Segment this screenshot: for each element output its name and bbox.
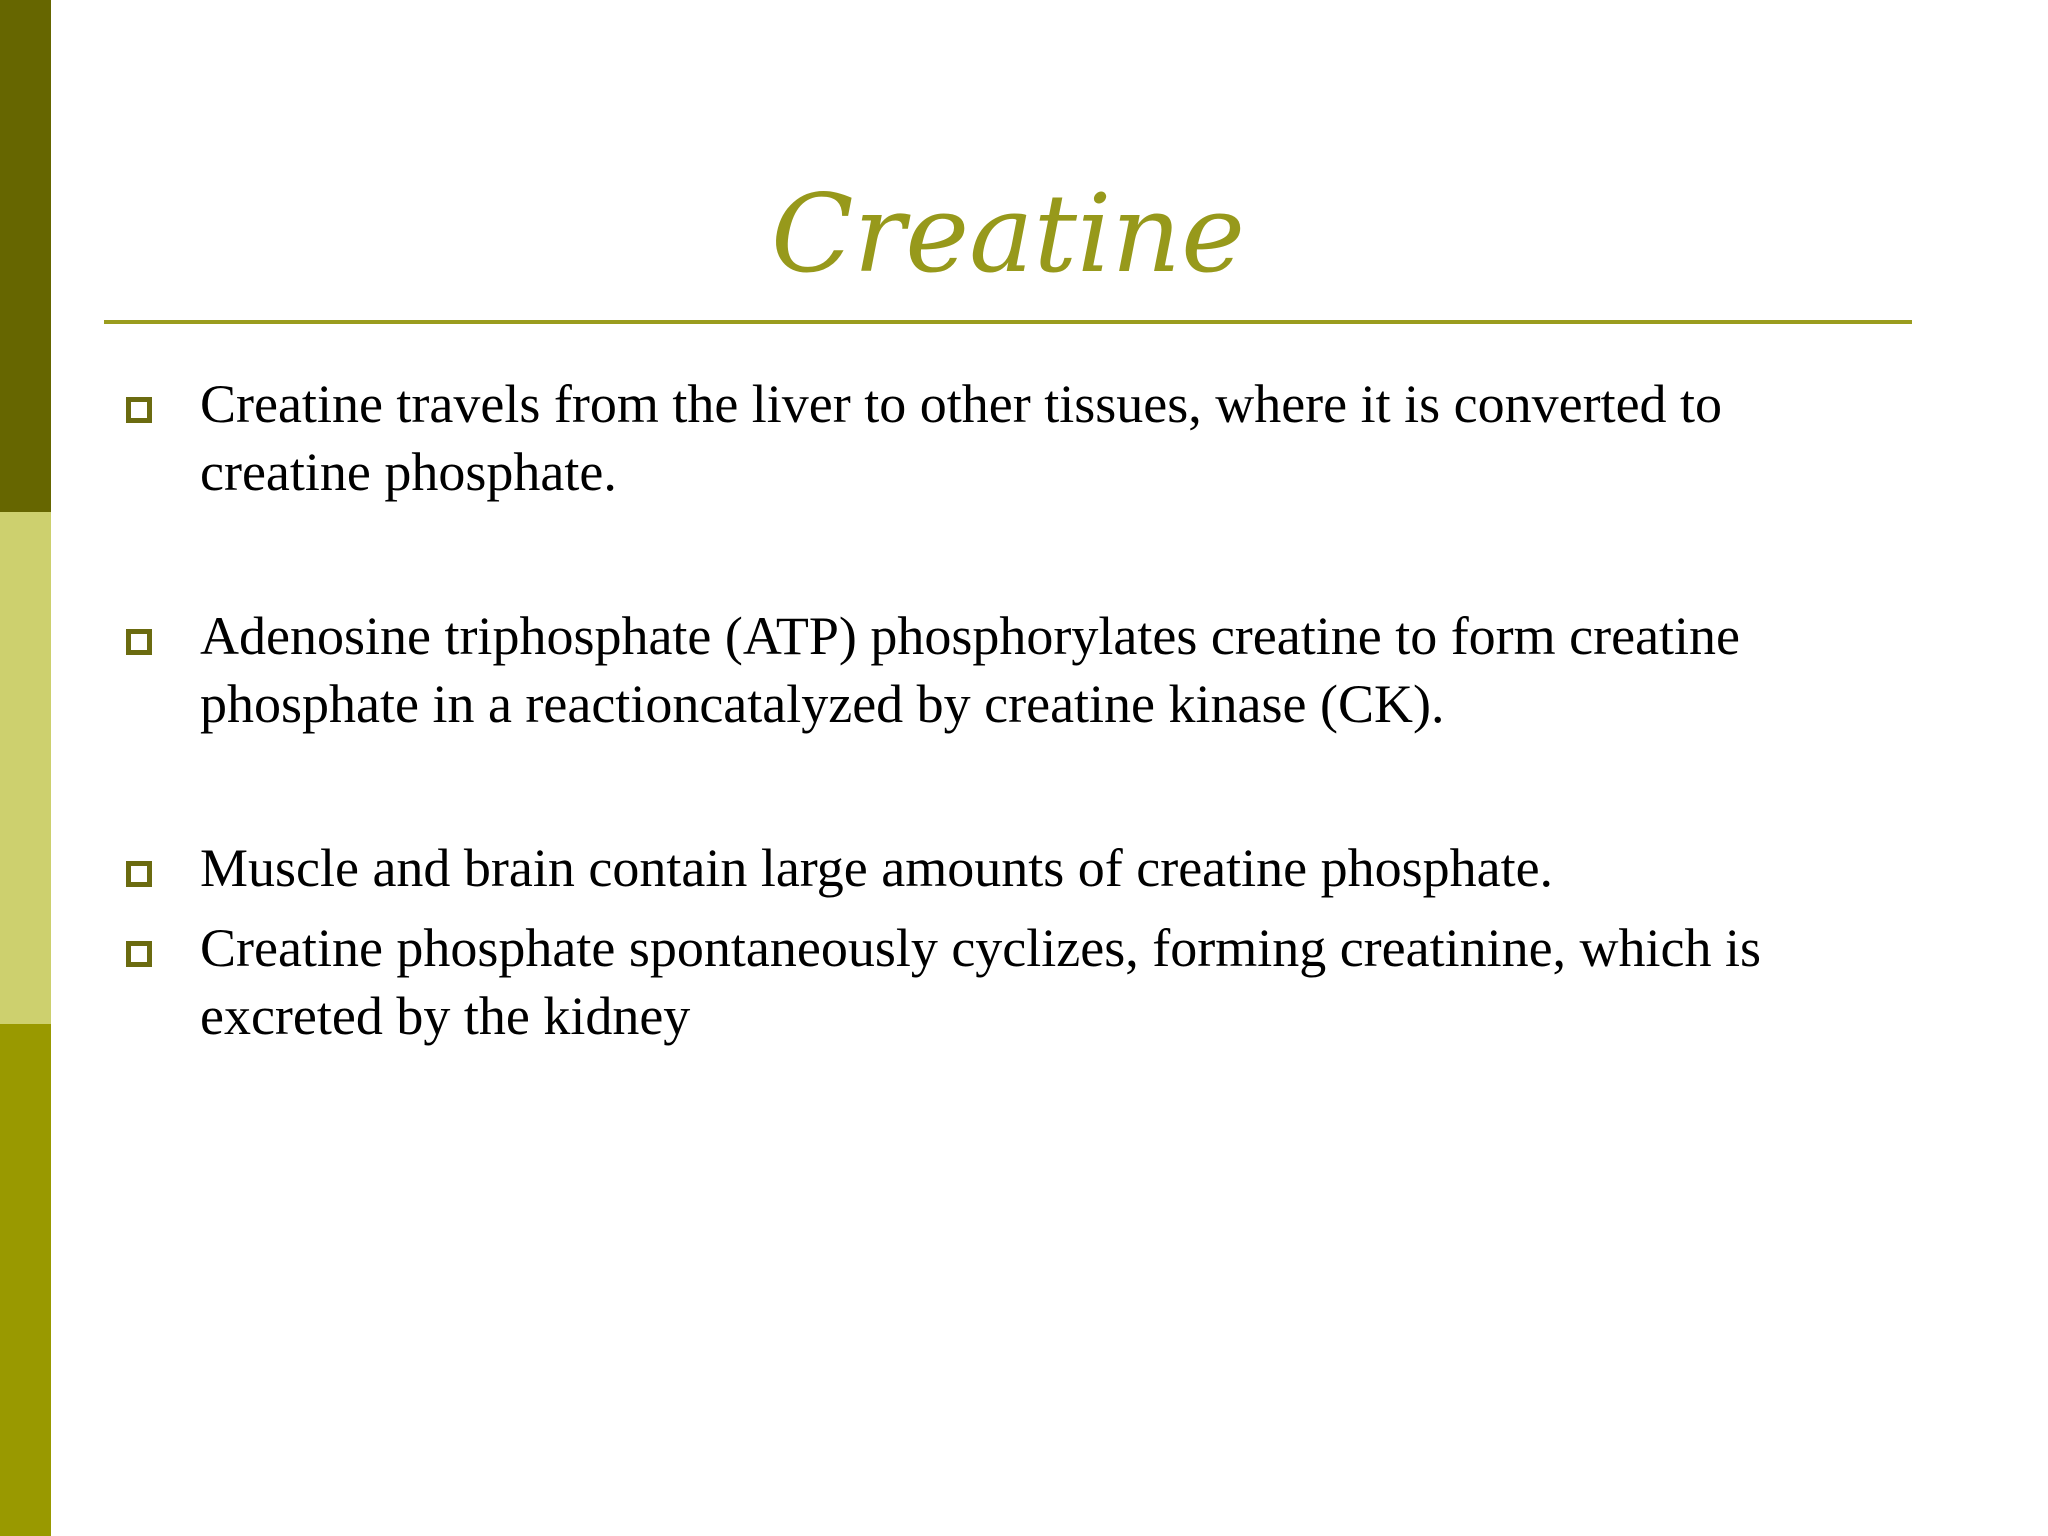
- bullet-item: [124, 834, 1884, 902]
- bullet-item: [124, 370, 1884, 506]
- accent-bar-bottom: [0, 1024, 51, 1536]
- bullet-item: [124, 914, 1884, 1050]
- hollow-square-bullet-icon: [126, 629, 152, 655]
- slide-title: Creatine: [771, 172, 1245, 297]
- hollow-square-bullet-icon: [126, 397, 152, 423]
- bullet-text: Adenosine triphosphate (ATP) phosphorylates creatine to form creatine phosphate in a reactioncatalyzed by creatine kinase (CK).: [200, 606, 1741, 734]
- accent-bar-top: [0, 0, 51, 512]
- accent-bar-middle: [0, 512, 51, 1024]
- bullet-text: Creatine travels from the liver to other tissues, where it is converted to creatine phosphate.: [200, 374, 1723, 502]
- hollow-square-bullet-icon: [126, 941, 152, 967]
- bullet-text: Muscle and brain contain large amounts of creatine phosphate.: [200, 838, 1554, 898]
- hollow-square-bullet-icon: [126, 861, 152, 887]
- title-divider: [104, 320, 1912, 324]
- bullet-item: [124, 602, 1884, 738]
- bullet-text: Creatine phosphate spontaneously cyclizes, forming creatinine, which is excreted by the kidney: [200, 918, 1762, 1046]
- bullet-list: [124, 370, 1884, 1050]
